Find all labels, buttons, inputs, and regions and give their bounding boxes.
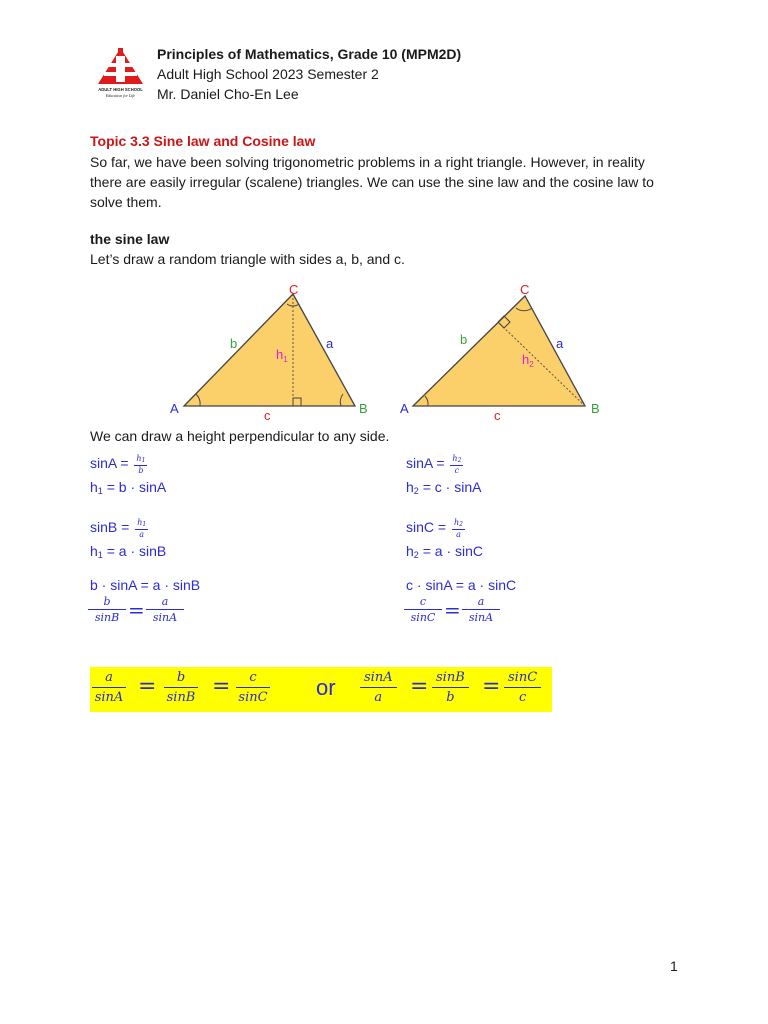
right-side-a: a <box>556 336 564 351</box>
sine-law-equals-4: = <box>482 674 501 699</box>
left-sinA-equation: sinA = $\frac{h_1}{b}$ <box>90 453 146 475</box>
sine-law-equals-1: = <box>138 674 157 699</box>
right-sinA-equation: sinA = $\frac{h_2}{c}$ <box>406 453 462 475</box>
left-fraction-a-over-sinA: a sinA <box>146 594 184 625</box>
sine-law-heading: the sine law <box>90 231 170 247</box>
intro-line: solve them. <box>90 194 162 210</box>
right-sinC-equation: sinC = $\frac{h_2}{a}$ <box>406 517 463 539</box>
draw-instruction: Let’s draw a random triangle with sides a, b, and c. <box>90 251 405 267</box>
right-equals-sign: = <box>444 598 461 622</box>
right-sinC-fraction: $\frac{h_2}{a}$ <box>453 517 463 539</box>
intro-line: So far, we have been solving trigonometric problems in a right triangle. However, in reality <box>90 154 645 170</box>
sine-law-equals-2: = <box>212 674 231 699</box>
right-fraction-c-over-sinC: c sinC <box>404 594 442 625</box>
left-fraction-b-over-sinB: b sinB <box>88 594 126 625</box>
left-equals-sign: = <box>128 598 145 622</box>
left-sinB-fraction: $\frac{h_1}{a}$ <box>137 517 147 539</box>
right-vertex-A: A <box>400 401 409 416</box>
right-vertex-B: B <box>591 401 600 416</box>
left-h1-equation: $h_1 = b \cdot \sin A$ <box>90 479 167 496</box>
intro-line: there are easily irregular (scalene) triangles. We can use the sine law and the cosine law to <box>90 174 654 190</box>
sine-law-or: or <box>316 675 336 700</box>
left-vertex-C: C <box>289 282 299 297</box>
left-h1b-equation: $h_1 = a \cdot \sin B$ <box>90 543 167 560</box>
sine-law-fraction-sinB: $\frac{\sin B}{b}$ <box>432 668 469 707</box>
school-logo <box>93 46 148 101</box>
sine-law-highlight <box>90 667 552 712</box>
left-side-b: b <box>230 336 238 351</box>
left-side-a: a <box>326 336 334 351</box>
right-height-label: $h_2$ <box>522 352 534 369</box>
height-instruction: We can draw a height perpendicular to any side. <box>90 428 390 444</box>
teacher-name: Mr. Daniel Cho-En Lee <box>157 86 299 102</box>
intro-paragraph <box>90 152 690 212</box>
left-vertex-B: B <box>359 401 368 416</box>
course-title: Principles of Mathematics, Grade 10 (MPM2D) <box>157 46 462 62</box>
right-side-b: b <box>460 332 468 347</box>
sine-law-fraction-c: $\frac{c}{\sin C}$ <box>236 668 270 707</box>
triangle-diagram <box>160 278 610 420</box>
sine-law-equals-3: = <box>410 674 429 699</box>
right-combined-equation: c · sinA = a · sinC <box>406 577 517 593</box>
topic-heading: Topic 3.3 Sine law and Cosine law <box>90 133 316 149</box>
right-vertex-C: C <box>520 282 530 297</box>
right-h2-equation: $h_2 = c \cdot \sin A$ <box>406 479 482 496</box>
course-subtitle: Adult High School 2023 Semester 2 <box>157 66 379 82</box>
sine-law-fraction-b: $\frac{b}{\sin B}$ <box>164 668 198 707</box>
logo-tagline: Education for Life <box>105 93 136 98</box>
sine-law-fraction-sinA: $\frac{\sin A}{a}$ <box>360 668 397 707</box>
page-number: 1 <box>670 958 678 974</box>
right-side-c: c <box>494 408 501 420</box>
left-side-c: c <box>264 408 271 420</box>
left-sinA-fraction: $\frac{h_1}{b}$ <box>136 453 146 475</box>
left-height-label: $h_1$ <box>276 347 288 364</box>
sine-law-fraction-sinC: $\frac{\sin C}{c}$ <box>504 668 541 707</box>
sine-law-fraction-a: $\frac{a}{\sin A}$ <box>92 668 126 707</box>
right-sinA-fraction: $\frac{h_2}{c}$ <box>452 453 462 475</box>
left-sinB-equation: sinB = $\frac{h_1}{a}$ <box>90 517 147 539</box>
left-combined-equation: b · sinA = a · sinB <box>90 577 201 593</box>
right-h2b-equation: $h_2 = a \cdot \sin C$ <box>406 543 484 560</box>
right-triangle <box>413 296 585 406</box>
logo-text: ADULT HIGH SCHOOL <box>98 87 143 92</box>
right-fraction-a-over-sinA: a sinA <box>462 594 500 625</box>
left-vertex-A: A <box>170 401 179 416</box>
